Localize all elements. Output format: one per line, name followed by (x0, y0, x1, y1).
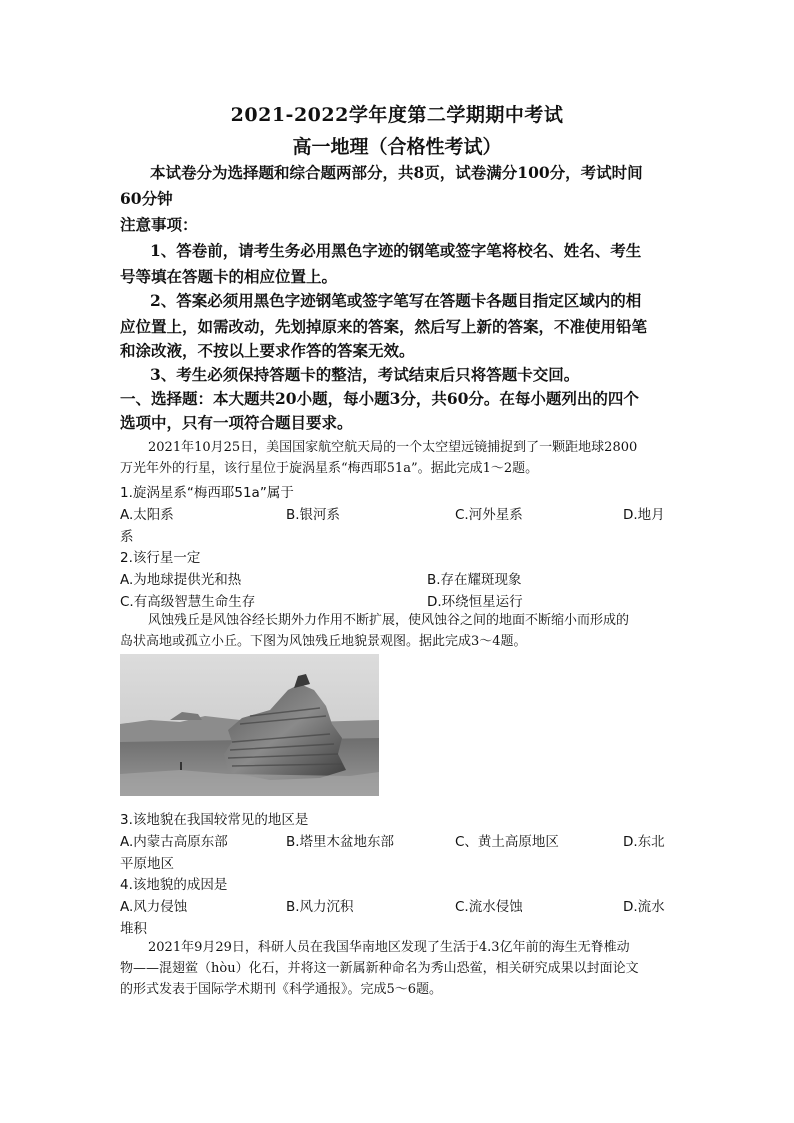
question-1-option-d: D.地月 (623, 507, 665, 523)
notice-item-2-line-1: 2、答案必须用黑色字迹钢笔或签字笔写在答题卡各题目指定区域内的相 (150, 291, 642, 310)
passage-3-line-1: 2021年9月29日，科研人员在我国华南地区发现了生活于4.3亿年前的海生无脊椎动 (148, 940, 630, 955)
section-1-heading-line-2: 选项中，只有一项符合题目要求。 (120, 413, 353, 432)
question-1-stem: 1.旋涡星系“梅西耶51a”属于 (120, 485, 294, 501)
question-1-option-d-wrap: 系 (120, 529, 134, 545)
question-4-option-d-wrap: 堆积 (120, 921, 147, 937)
passage-2-line-1: 风蚀残丘是风蚀谷经长期外力作用不断扩展，使风蚀谷之间的地面不断缩小而形成的 (148, 613, 630, 628)
question-2-stem: 2.该行星一定 (120, 550, 201, 566)
question-2-option-d: D.环绕恒星运行 (427, 594, 523, 610)
passage-3-line-2: 物——混翅鲎（hòu）化石，并将这一新属新种命名为秀山恐鲎，相关研究成果以封面论文 (120, 961, 639, 976)
question-3-option-d-wrap: 平原地区 (120, 856, 174, 872)
notice-item-1-line-2: 号等填在答题卡的相应位置上。 (120, 267, 338, 286)
question-1-option-a: A.太阳系 (120, 507, 174, 523)
question-2-option-c: C.有高级智慧生命生存 (120, 594, 256, 610)
question-2-option-a: A.为地球提供光和热 (120, 572, 242, 588)
yardang-photo-drawing (120, 654, 379, 796)
question-3-option-d: D.东北 (623, 834, 665, 850)
question-3-option-b: B.塔里木盆地东部 (286, 834, 395, 850)
passage-1-line-1: 2021年10月25日，美国国家航空航天局的一个太空望远镜捕捉到了一颗距地球2800 (148, 440, 638, 455)
section-1-heading-line-1: 一、选择题：本大题共20小题，每小题3分，共60分。在每小题列出的四个 (120, 389, 639, 408)
question-4-option-a: A.风力侵蚀 (120, 899, 188, 915)
question-3-option-a: A.内蒙古高原东部 (120, 834, 228, 850)
yardang-landform-photo (120, 654, 379, 796)
question-1-option-c: C.河外星系 (455, 507, 523, 523)
question-4-option-b: B.风力沉积 (286, 899, 354, 915)
intro-line-1: 本试卷分为选择题和综合题两部分，共8页，试卷满分100分，考试时间 (150, 163, 643, 182)
notice-item-3-line-1: 3、考生必须保持答题卡的整洁，考试结束后只将答题卡交回。 (150, 365, 580, 384)
passage-3-line-3: 的形式发表于国际学术期刊《科学通报》。完成5～6题。 (120, 982, 443, 997)
question-1-option-b: B.银河系 (286, 507, 341, 523)
notice-heading: 注意事项： (120, 215, 198, 234)
notice-item-2-line-3: 和涂改液，不按以上要求作答的答案无效。 (120, 341, 415, 360)
question-2-option-b: B.存在耀斑现象 (427, 572, 522, 588)
question-4-option-d: D.流水 (623, 899, 665, 915)
question-3-option-c: C、黄土高原地区 (455, 834, 559, 850)
intro-line-2: 60分钟 (120, 189, 173, 208)
exam-subtitle: 高一地理（合格性考试） (292, 136, 502, 158)
notice-item-1-line-1: 1、答卷前，请考生务必用黑色字迹的钢笔或签字笔将校名、姓名、考生 (150, 241, 642, 260)
exam-title: 2021-2022学年度第二学期期中考试 (230, 104, 564, 126)
passage-2-line-2: 岛状高地或孤立小丘。下图为风蚀残丘地貌景观图。据此完成3～4题。 (120, 634, 527, 649)
notice-item-2-line-2: 应位置上，如需改动，先划掉原来的答案，然后写上新的答案，不准使用铅笔 (120, 317, 648, 336)
passage-1-line-2: 万光年外的行星，该行星位于旋涡星系“梅西耶51a”。据此完成1～2题。 (120, 461, 539, 476)
question-4-stem: 4.该地貌的成因是 (120, 877, 228, 893)
question-4-option-c: C.流水侵蚀 (455, 899, 523, 915)
question-3-stem: 3.该地貌在我国较常见的地区是 (120, 812, 309, 828)
